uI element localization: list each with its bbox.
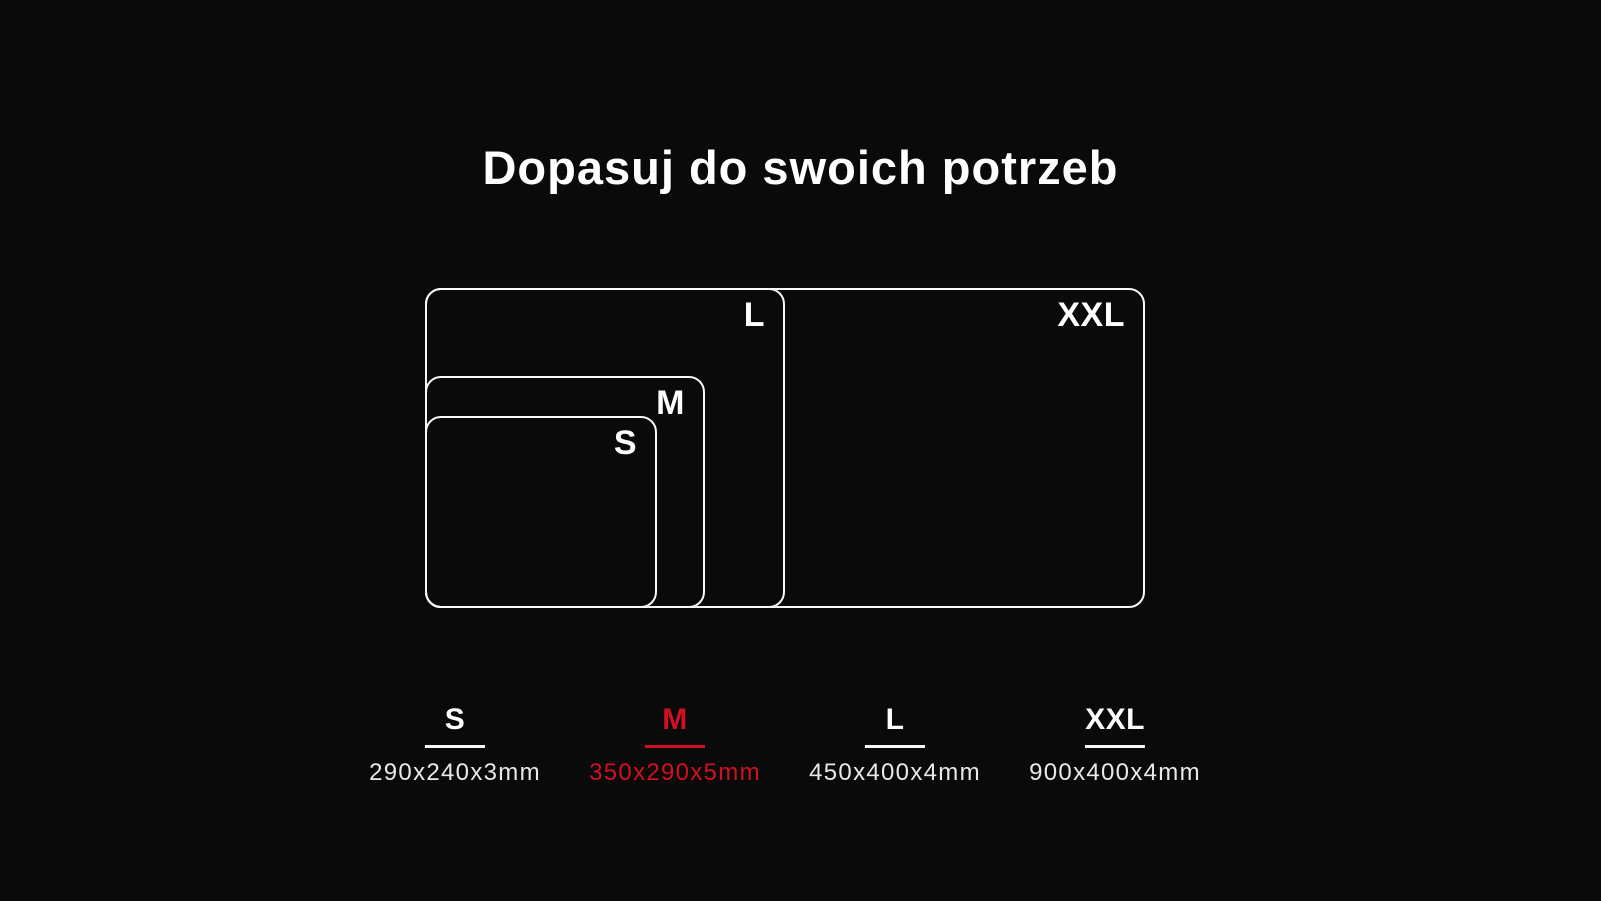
size-option-m-dimensions: 350x290x5mm	[589, 759, 761, 786]
size-legend	[345, 705, 1225, 785]
size-option-l-dimensions: 450x400x4mm	[809, 759, 981, 786]
pad-size-diagram	[425, 288, 1145, 608]
pad-label-l: L	[743, 296, 765, 334]
size-option-xxl[interactable]	[1005, 705, 1225, 785]
size-option-m-underline	[645, 745, 705, 748]
size-option-l-underline	[865, 745, 925, 748]
pad-label-s: S	[613, 424, 637, 462]
pad-outline-s	[425, 416, 657, 608]
size-option-xxl-label: XXL	[1085, 703, 1145, 736]
size-option-xxl-underline	[1085, 745, 1145, 748]
size-option-s[interactable]	[345, 705, 565, 785]
size-option-m-label: M	[662, 703, 688, 736]
size-option-l-label: L	[885, 703, 905, 736]
size-option-s-label: S	[444, 703, 466, 736]
size-option-m[interactable]	[565, 705, 785, 785]
page-title: Dopasuj do swoich potrzeb	[482, 141, 1119, 194]
size-option-l[interactable]	[785, 705, 1005, 785]
size-option-s-underline	[425, 745, 485, 748]
pad-label-xxl: XXL	[1057, 296, 1125, 334]
pad-label-m: M	[656, 384, 685, 422]
size-option-s-dimensions: 290x240x3mm	[369, 759, 541, 786]
size-option-xxl-dimensions: 900x400x4mm	[1029, 759, 1201, 786]
